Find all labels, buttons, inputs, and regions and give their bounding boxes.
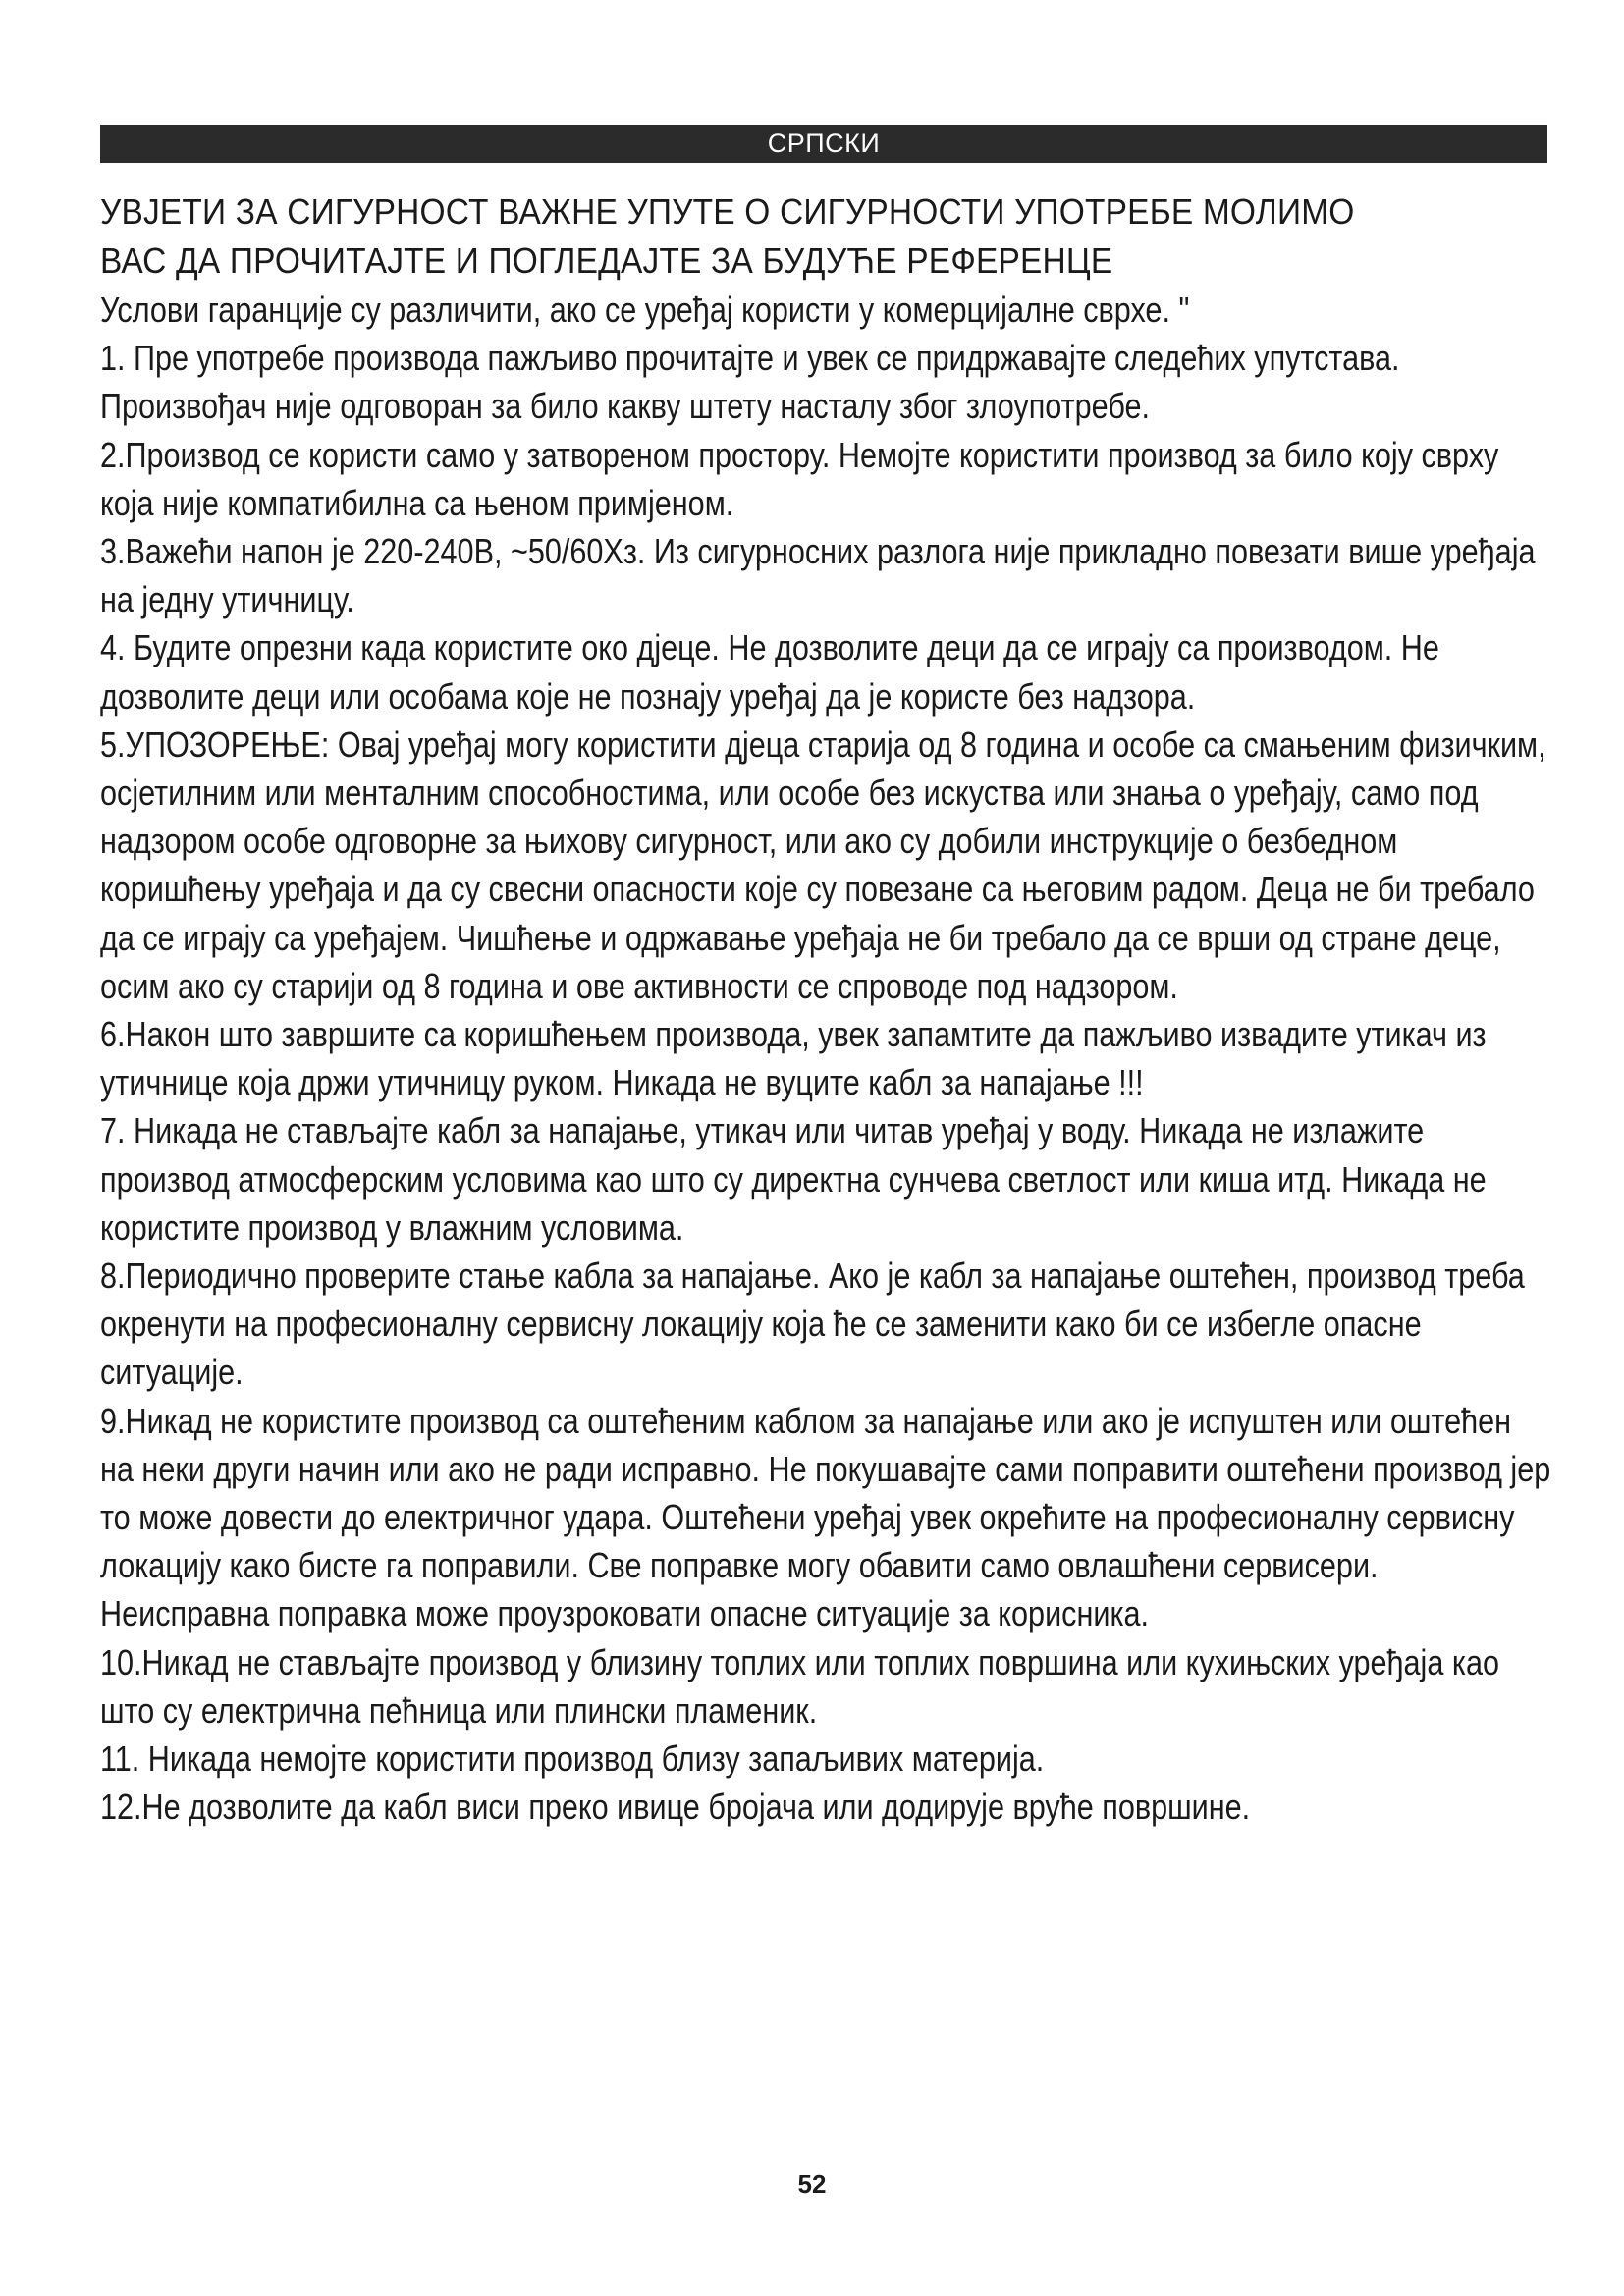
instruction-item-5: 5.УПОЗОРЕЊЕ: Овај уређај могу користити дјеца старија од 8 година и особе са смањеним физичким, осјетилним или менталним способностима, или особе без искуства или знања о уређају, само под надзором особе одговорне за њихову сигурност, или ако су добили инструкције о безбедном коришћењу уређаја и да су свесни опасности које су повезане са његовим радом. Деца не би требало да се играју са уређајем. Чишћење и одржавање уређаја не би требало да се врши од стране деце, осим ако су старији од 8 година и ове активности се спроводе под надзором. <box>100 723 1546 1006</box>
language-label: СРПСКИ <box>767 129 881 158</box>
page-number: 52 <box>797 2169 827 2199</box>
instruction-item-9: 9.Никад не користите производ са оштећеним каблом за напајање или ако је испуштен или оштећен на неки други начин или ако не ради исправно. Не покушавајте сами поправити оштећени производ јер то може довести до електричног удара. Оштећени уређај увек окрећите на професионалну сервисну локацију како бисте га поправили. Све поправке могу обавити само овлашћени сервисери. Неисправна поправка може проузроковати опасне ситуације за корисника. <box>100 1400 1551 1634</box>
instruction-item-1: 1. Пре употребе производа пажљиво прочитајте и увек се придржавајте следећих упутстава. Произвођач није одговоран за било какву штету насталу због злоупотребе. <box>100 338 1400 427</box>
language-header-bar <box>100 125 1547 163</box>
instruction-item-10: 10.Никад не стављајте производ у близину топлих или топлих површина или кухињских уређаја као што су електрична пећница или плински пламеник. <box>100 1641 1499 1731</box>
instruction-item-8: 8.Периодично проверите стање кабла за напајање. Ако је кабл за напајање оштећен, производ треба окренути на професионалну сервисну локацију која ће се заменити како би се избегле опасне ситуације. <box>100 1255 1525 1393</box>
instruction-item-3: 3.Важећи напон је 220-240В, ~50/60Хз. Из сигурносних разлога није прикладно повезати више уређаја на једну утичницу. <box>100 531 1536 620</box>
warranty-note: Услови гаранције су различити, ако се уређај користи у комерцијалне сврхе. " <box>100 290 1190 330</box>
heading-line-2: ВАС ДА ПРОЧИТАЈТЕ И ПОГЛЕДАЈТЕ ЗА БУДУЋЕ РЕФЕРЕНЦЕ <box>100 240 1113 281</box>
instruction-item-6: 6.Након што завршите са коришћењем производа, увек запамтите да пажљиво извадите утикач из утичнице која држи утичницу руком. Никада не вуците кабл за напајање !!! <box>100 1014 1487 1103</box>
instruction-item-7: 7. Никада не стављајте кабл за напајање, утикач или читав уређај у воду. Никада не излажите производ атмосферским условима као што су директна сунчева светлост или киша итд. Никада не користите производ у влажним условима. <box>100 1110 1487 1248</box>
instruction-item-2: 2.Производ се користи само у затвореном простору. Немојте користити производ за било коју сврху која није компатибилна са њеном примјеном. <box>100 434 1499 523</box>
instruction-item-12: 12.Не дозволите да кабл виси преко ивице бројача или додирује вруће површине. <box>100 1787 1251 1828</box>
safety-heading <box>100 187 1552 286</box>
instruction-item-4: 4. Будите опрезни када користите око дјеце. Не дозволите деци да се играју са производом. Не дозволите деци или особама које не познају уређај да је користе без надзора. <box>100 627 1439 717</box>
page-content <box>100 187 1553 1832</box>
instruction-item-11: 11. Никада немојте користити производ близу запаљивих материја. <box>100 1738 1045 1780</box>
heading-line-1: УВЈЕТИ ЗА СИГУРНОСТ ВАЖНЕ УПУТЕ О СИГУРНОСТИ УПОТРЕБЕ МОЛИМО <box>100 191 1355 232</box>
